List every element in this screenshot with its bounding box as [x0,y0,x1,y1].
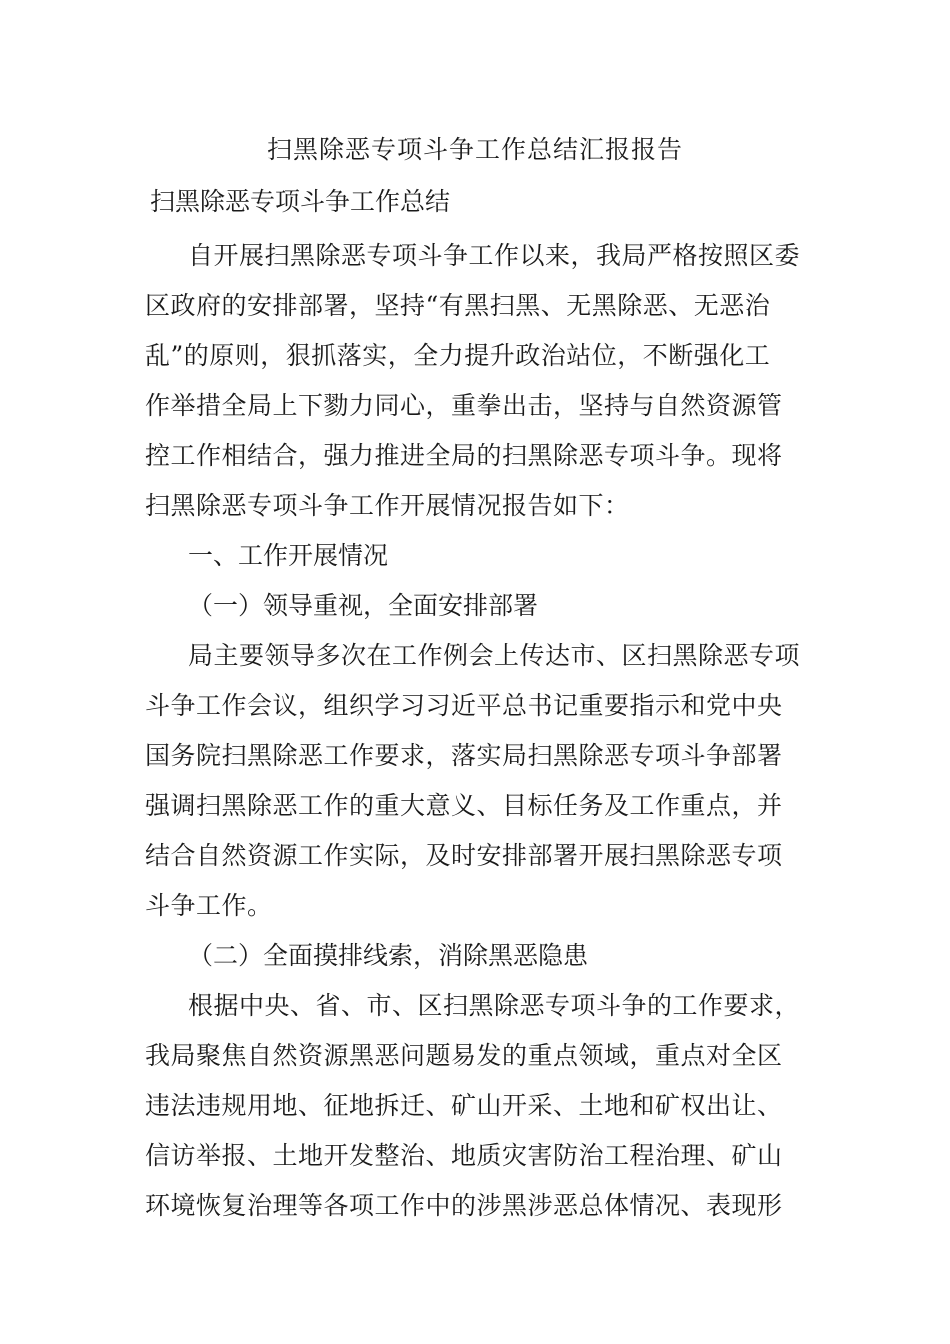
sub1-line: 强调扫黑除恶工作的重大意义、目标任务及工作重点，并 [145,791,783,820]
intro-line: 乱”的原则，狠抓落实，全力提升政治站位，不断强化工 [145,341,771,370]
sub2-line: 根据中央、省、市、区扫黑除恶专项斗争的工作要求， [188,991,801,1020]
section-heading-1: 一、工作开展情况 [188,541,389,570]
sub2-line: 违法违规用地、征地拆迁、矿山开采、土地和矿权出让、 [145,1091,783,1120]
subsection-1-paragraph [145,631,810,931]
sub1-line: 国务院扫黑除恶工作要求，落实局扫黑除恶专项斗争部署 [145,741,783,770]
sub1-line: 局主要领导多次在工作例会上传达市、区扫黑除恶专项 [188,641,801,670]
document-body [145,231,810,1231]
sub1-line: 斗争工作。 [145,891,273,920]
sub1-line: 结合自然资源工作实际，及时安排部署开展扫黑除恶专项 [145,841,783,870]
document-subtitle: 扫黑除恶专项斗争工作总结 [150,187,451,216]
intro-line: 自开展扫黑除恶专项斗争工作以来，我局严格按照区委 [188,241,801,270]
intro-line: 作举措全局上下勠力同心，重拳出击，坚持与自然资源管 [145,391,783,420]
sub2-line: 信访举报、土地开发整治、地质灾害防治工程治理、矿山 [145,1141,783,1170]
sub1-line: 斗争工作会议，组织学习习近平总书记重要指示和党中央 [145,691,783,720]
sub2-line: 我局聚焦自然资源黑恶问题易发的重点领域，重点对全区 [145,1041,783,1070]
intro-paragraph [145,231,810,531]
sub2-line: 环境恢复治理等各项工作中的涉黑涉恶总体情况、表现形 [145,1191,783,1220]
subsection-heading-1: （一）领导重视，全面安排部署 [188,591,539,620]
intro-line: 区政府的安排部署，坚持“有黑扫黑、无黑除恶、无恶治 [145,291,771,320]
document-title: 扫黑除恶专项斗争工作总结汇报报告 [266,135,683,164]
intro-line: 扫黑除恶专项斗争工作开展情况报告如下： [145,491,630,520]
subsection-2-paragraph [145,981,810,1231]
intro-line: 控工作相结合，强力推进全局的扫黑除恶专项斗争。现将 [145,441,783,470]
subsection-heading-2: （二）全面摸排线索，消除黑恶隐患 [188,941,589,970]
